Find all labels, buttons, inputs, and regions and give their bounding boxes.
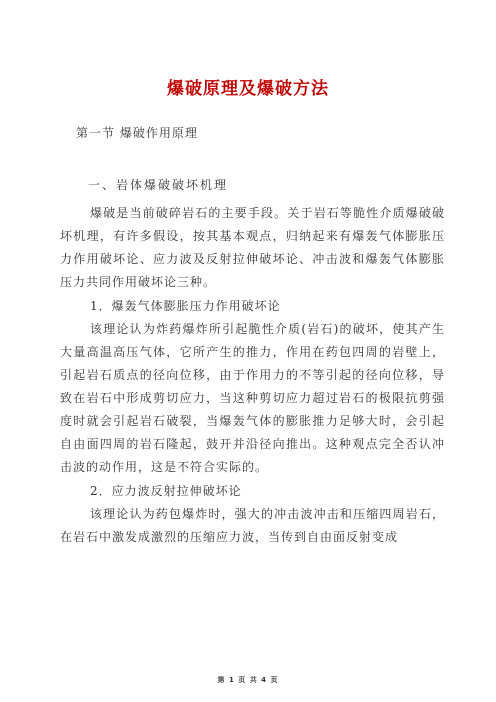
paragraph-heading: 2．应力波反射拉伸破坏论 xyxy=(90,484,242,498)
paragraph-heading: 1．爆轰气体膨胀压力作用破坏论 xyxy=(90,299,281,313)
document-title: 爆破原理及爆破方法 xyxy=(167,79,329,99)
document-body xyxy=(60,202,445,549)
paragraph: 爆破是当前破碎岩石的主要手段。关于岩石等脆性介质爆破破坏机理，有许多假设，按其基本观点，归纳起来有爆轰气体膨胀压力作用破坏论、应力波及反射拉伸破坏论、冲击波和爆轰气体膨胀压力共同作用破坏论三种。 xyxy=(60,206,445,289)
paragraph: 该理论认为炸药爆炸所引起脆性介质(岩石)的破坏，使其产生大量高温高压气体，它所产生的推力，作用在药包四周的岩壁上，引起岩石质点的径向位移，由于作用力的不等引起的径向位移，导致在岩石中形成剪切应力，当这种剪切应力超过岩石的极限抗剪强度时就会引起岩石破裂，当爆轰气体的膨胀推力足够大时，会引起自由面四周的岩石隆起，鼓开并沿径向推出。这种观点完全否认冲击波的动作用，这是不符合实际的。 xyxy=(60,322,445,474)
subsection-heading: 一、岩体爆破破坏机理 xyxy=(88,178,229,192)
page-footer: 第 1 页 共 4 页 xyxy=(217,676,279,684)
paragraph: 该理论认为药包爆炸时，强大的冲击波冲击和压缩四周岩石，在岩石中激发成激烈的压缩应力波，当传到自由面反射变成 xyxy=(60,507,445,544)
section-heading: 第一节 爆破作用原理 xyxy=(76,126,198,140)
